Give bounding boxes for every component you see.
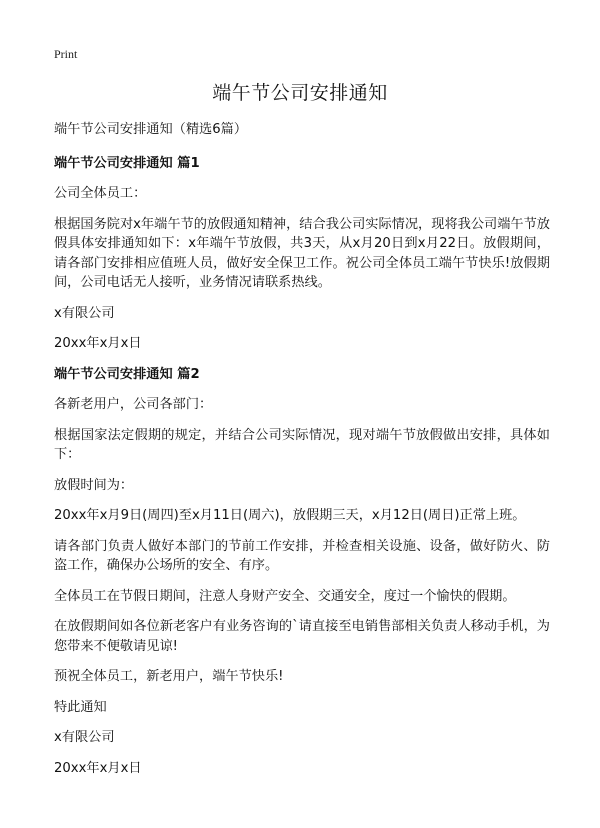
article-section-1	[54, 154, 550, 354]
body-paragraph: 根据国家法定假期的规定，并结合公司实际情况，现对端午节放假做出安排，具体如下：	[54, 427, 550, 462]
body-paragraph: 根据国务院对x年端午节的放假通知精神，结合我公司实际情况，现将我公司端午节放假具体安排通知如下：x年端午节放假，共3天，从x月20日到x月22日。放假期间，请各部门安排相应值班人员，做好安全保卫工作。祝公司全体员工端午节快乐!放假期间，公司电话无人接听，业务情况请联系热线。	[54, 216, 550, 290]
print-link[interactable]: Print	[54, 47, 78, 61]
article-body	[54, 120, 550, 789]
body-paragraph: 预祝全体员工，新老用户，端午节快乐!	[54, 669, 284, 684]
section-heading: 端午节公司安排通知 篇2	[54, 366, 200, 382]
salutation: 公司全体员工：	[54, 186, 147, 201]
body-paragraph: 20xx年x月9日(周四)至x月11日(周六)，放假期三天，x月12日(周日)正常上班。	[54, 508, 526, 523]
signature-company: x有限公司	[54, 730, 115, 745]
body-paragraph: 放假时间为：	[54, 477, 134, 493]
article-subtitle: 端午节公司安排通知（精选6篇）	[54, 122, 248, 137]
section-heading: 端午节公司安排通知 篇1	[54, 155, 200, 171]
body-paragraph: 请各部门负责人做好本部门的节前工作安排，并检查相关设施、设备，做好防火、防盗工作，确保办公场所的安全、有序。	[54, 538, 550, 573]
body-paragraph: 全体员工在节假日期间，注意人身财产安全、交通安全，度过一个愉快的假期。	[54, 588, 516, 604]
signature-date: 20xx年x月x日	[54, 760, 142, 776]
page-title: 端午节公司安排通知	[212, 82, 388, 104]
salutation: 各新老用户，公司各部门：	[54, 397, 213, 412]
body-paragraph: 在放假期间如各位新老客户有业务咨询的`请直接至电销售部相关负责人移动手机，为您带来不便敬请见谅!	[54, 619, 550, 654]
article-section-2	[54, 365, 550, 779]
signature-company: x有限公司	[54, 305, 115, 321]
signature-date: 20xx年x月x日	[54, 336, 142, 351]
closing-notice: 特此通知	[54, 699, 107, 715]
